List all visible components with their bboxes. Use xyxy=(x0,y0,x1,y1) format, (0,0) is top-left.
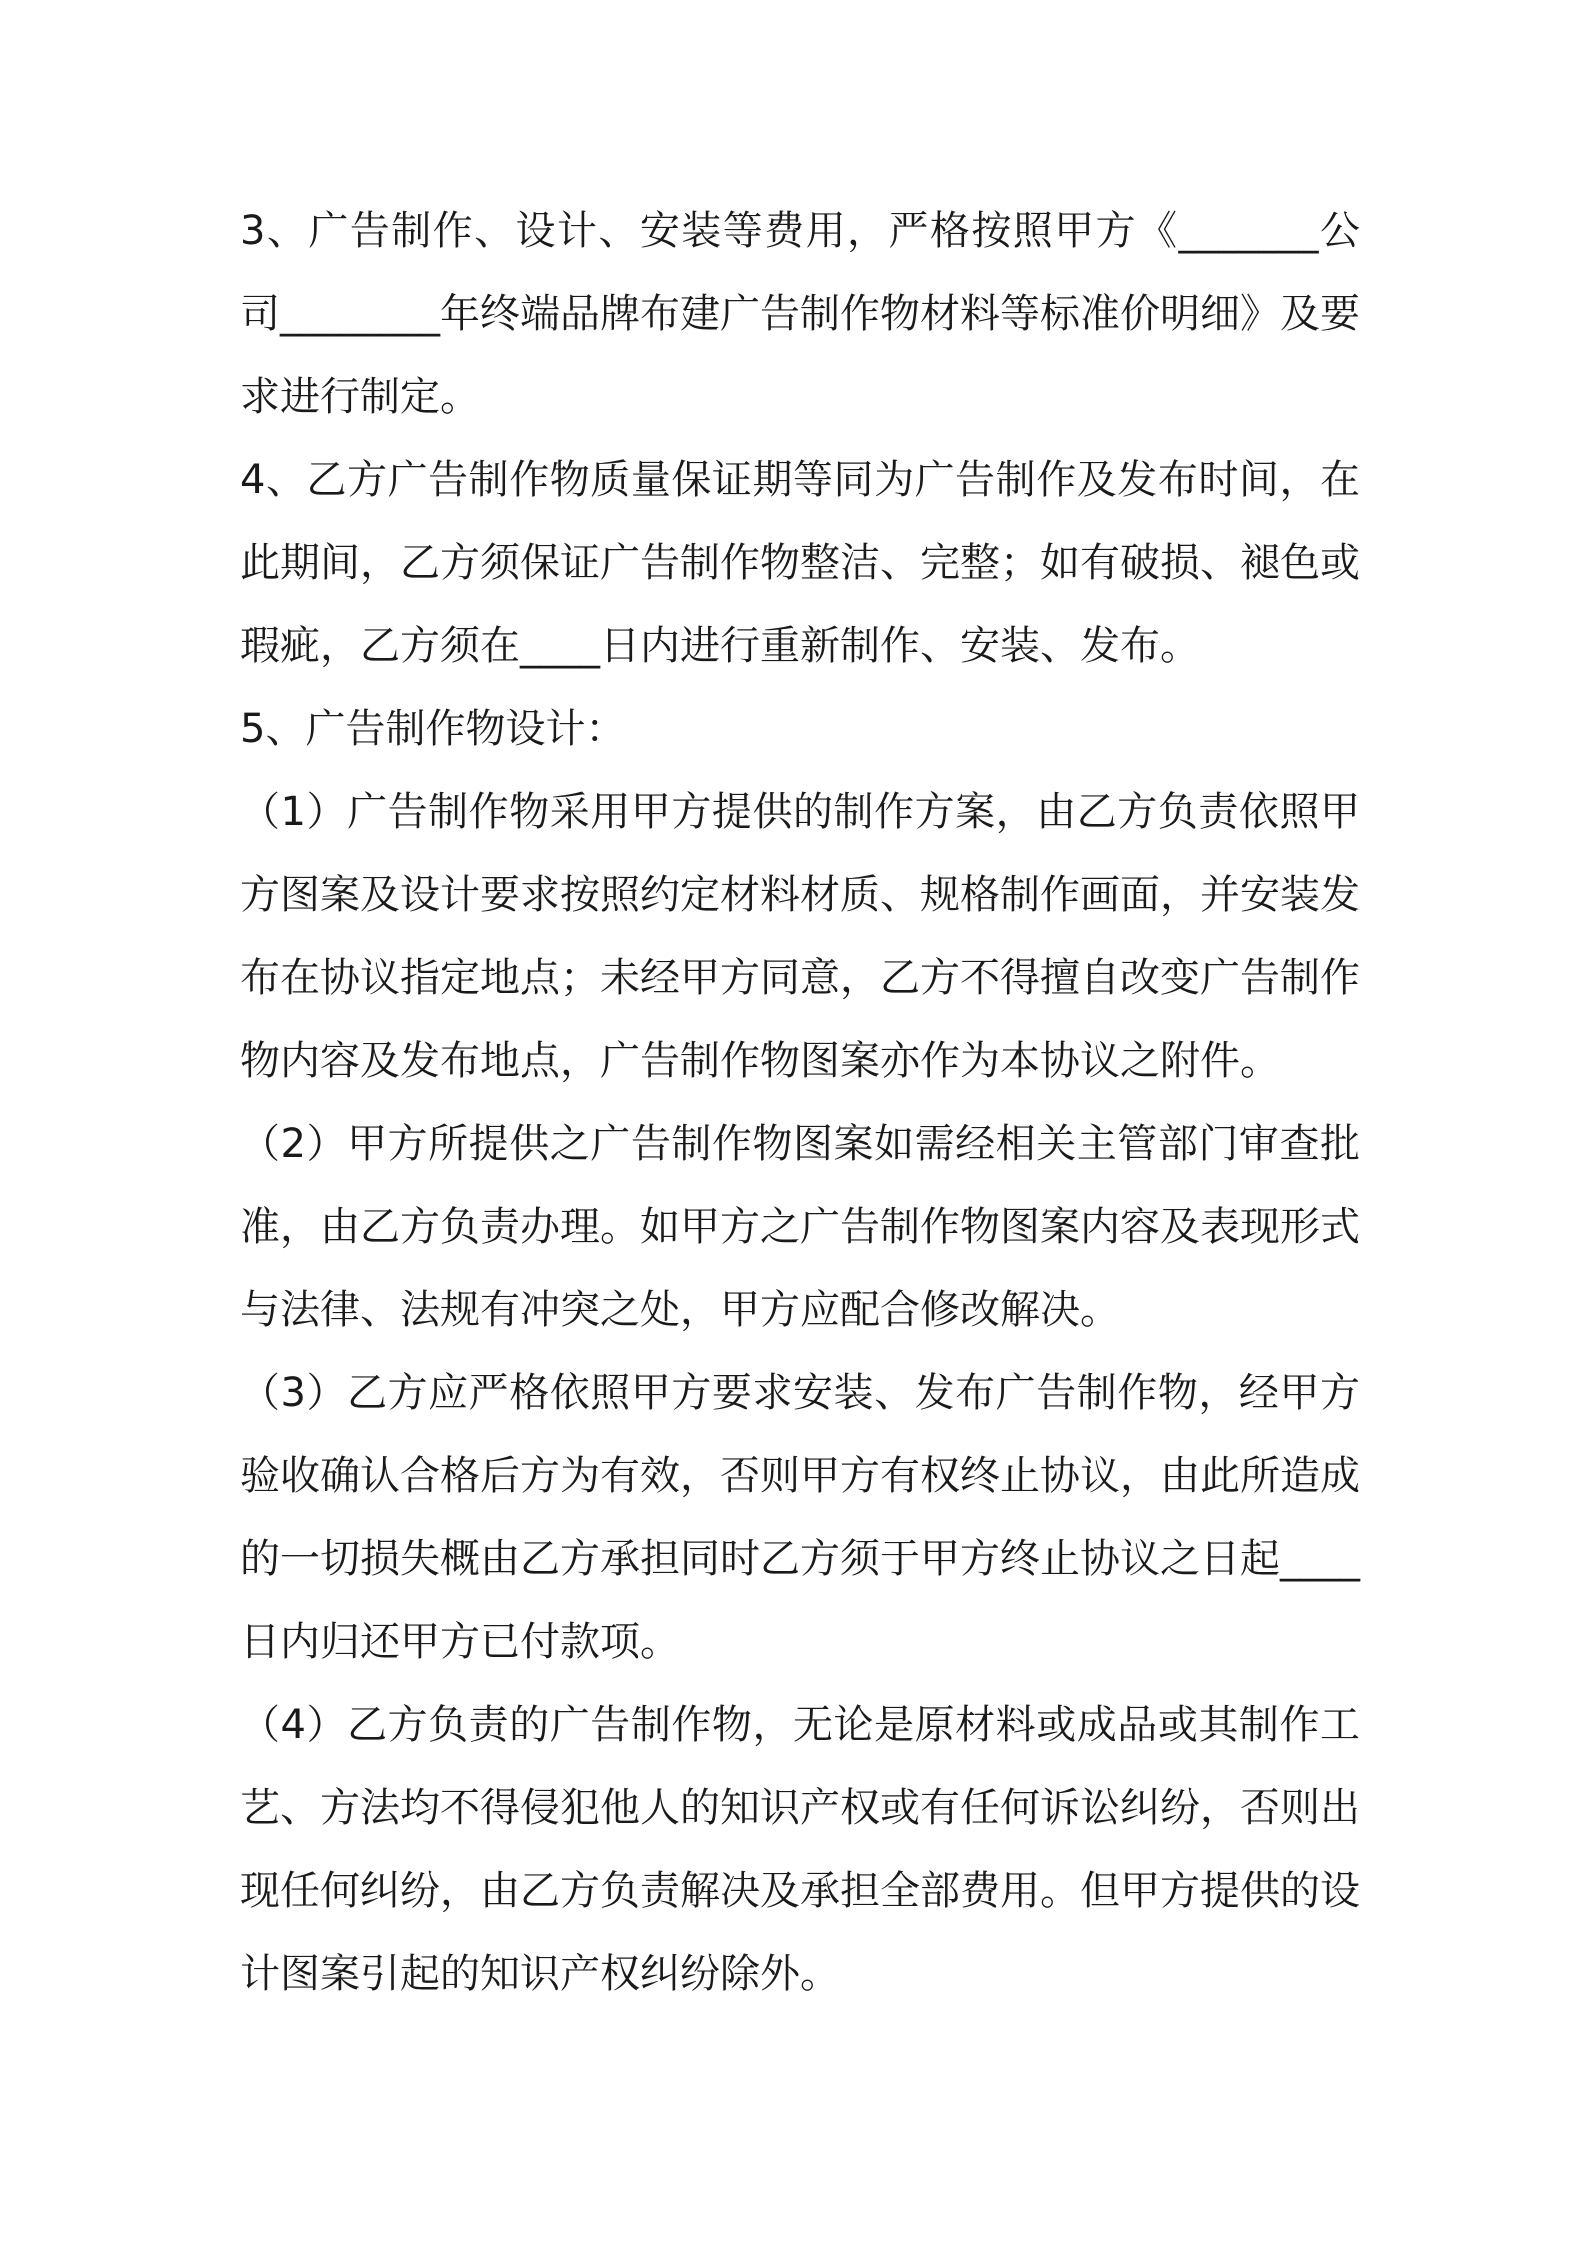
clause-5-4-intellectual-property: （4）乙方负责的广告制作物，无论是原材料或成品或其制作工艺、方法均不得侵犯他人的知识产权或有任何诉讼纠纷，否则出现任何纠纷，由乙方负责解决及承担全部费用。但甲方提供的设计图案引起的知识产权纠纷除外。 xyxy=(240,1702,1360,1997)
clause-5-design-heading: 5、广告制作物设计： xyxy=(240,706,626,752)
clause-5-3-acceptance: （3）乙方应严格依照甲方要求安装、发布广告制作物，经甲方验收确认合格后方为有效，否则甲方有权终止协议，由此所造成的一切损失概由乙方承担同时乙方须于甲方终止协议之日起____日内归还甲方已付款项。 xyxy=(240,1370,1360,1665)
clause-4-quality-warranty: 4、乙方广告制作物质量保证期等同为广告制作及发布时间，在此期间，乙方须保证广告制作物整洁、完整；如有破损、褪色或瑕疵，乙方须在____日内进行重新制作、安装、发布。 xyxy=(240,457,1360,669)
clause-5-1-design-plan: （1）广告制作物采用甲方提供的制作方案，由乙方负责依照甲方图案及设计要求按照约定材料材质、规格制作画面，并安装发布在协议指定地点；未经甲方同意，乙方不得擅自改变广告制作物内容及发布地点，广告制作物图案亦作为本协议之附件。 xyxy=(240,789,1360,1084)
clause-3-fees: 3、广告制作、设计、安装等费用，严格按照甲方《_______公司________年终端品牌布建广告制作物材料等标准价明细》及要求进行制定。 xyxy=(240,208,1360,420)
clause-5-2-approval: （2）甲方所提供之广告制作物图案如需经相关主管部门审查批准，由乙方负责办理。如甲方之广告制作物图案内容及表现形式与法律、法规有冲突之处，甲方应配合修改解决。 xyxy=(240,1121,1360,1333)
document-body xyxy=(240,190,1360,2016)
